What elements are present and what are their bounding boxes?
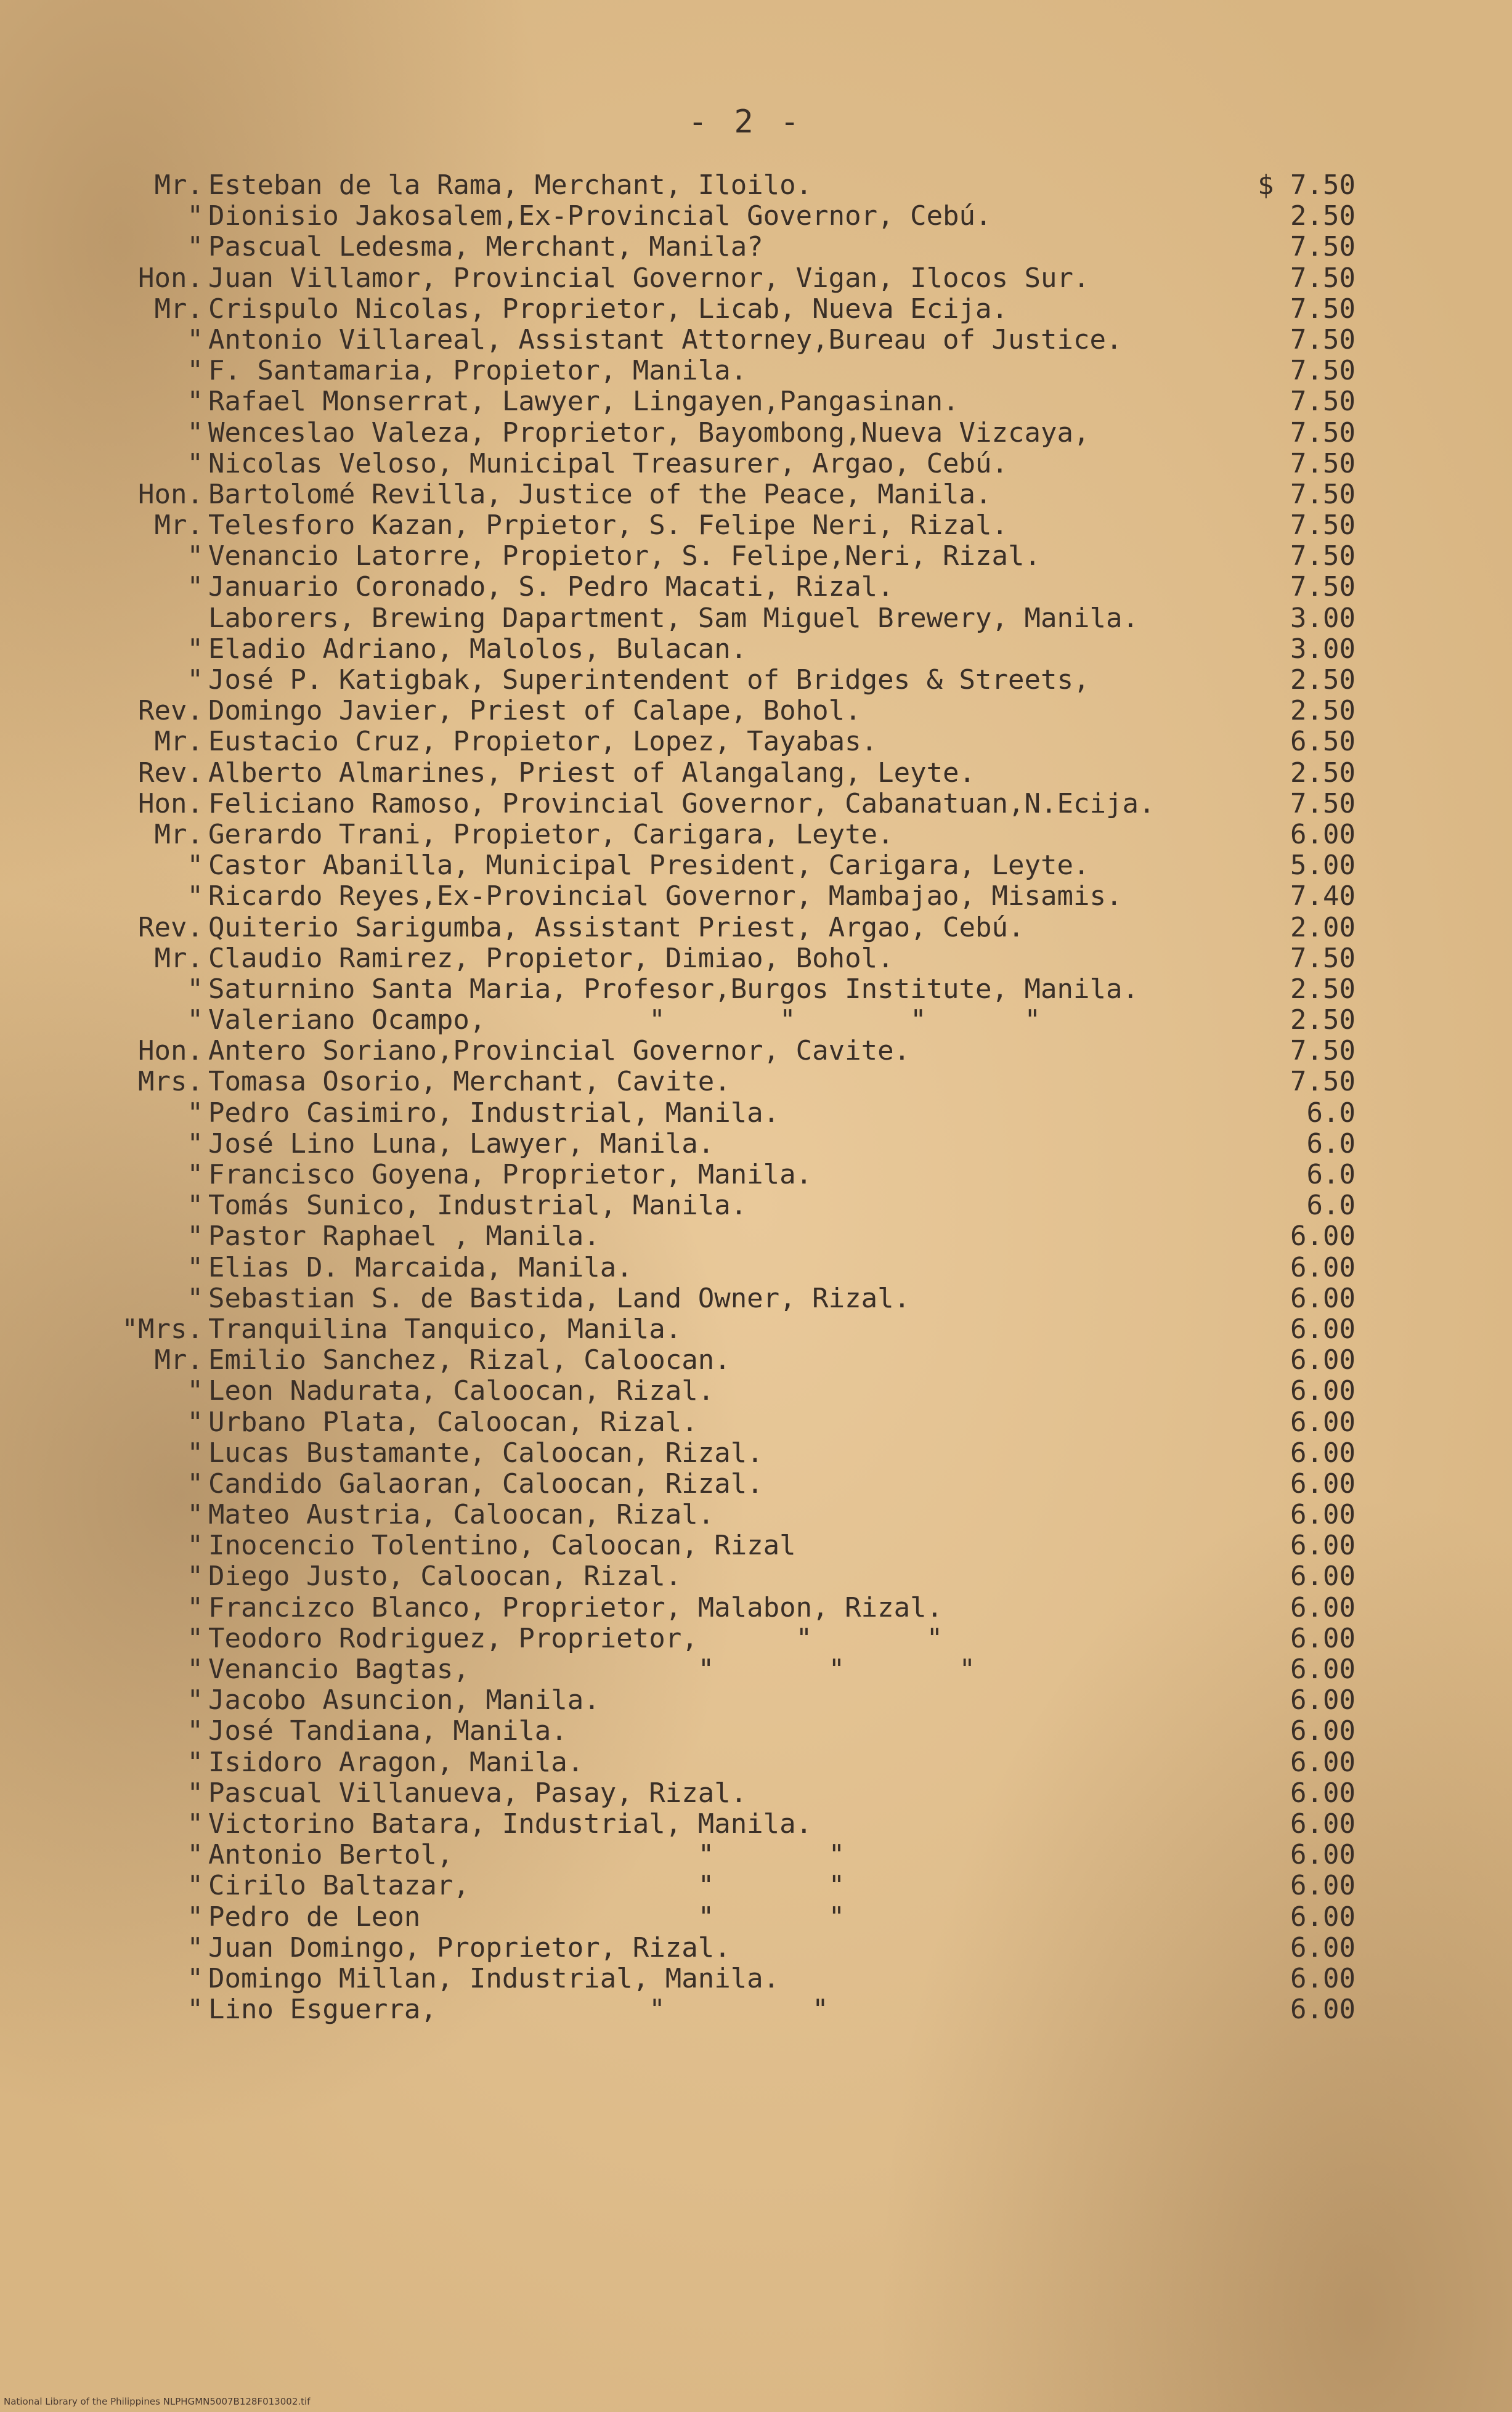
honorific: " (187, 1004, 203, 1036)
ledger-row (0, 263, 1512, 294)
honorific: " (187, 1777, 203, 1809)
contribution-amount: 6.00 (1290, 1622, 1356, 1654)
ledger-row (0, 665, 1512, 696)
honorific: " (187, 1591, 203, 1623)
contributor-entry: Venancio Bagtas, " " " (208, 1654, 976, 1685)
honorific: Hon. (138, 787, 203, 819)
contribution-amount: 7.50 (1290, 416, 1356, 449)
contribution-amount: 2.50 (1290, 757, 1356, 789)
ledger-row (0, 1005, 1512, 1036)
contributor-entry: Ricardo Reyes,Ex-Provincial Governor, Mambajao, Misamis. (208, 880, 1123, 912)
contributor-entry: Pastor Raphael , Manila. (208, 1220, 600, 1253)
contributor-entry: Tomasa Osorio, Merchant, Cavite. (208, 1066, 731, 1098)
ledger-row (0, 1438, 1512, 1469)
contributor-entry: Antero Soriano,Provincial Governor, Cavite. (208, 1035, 911, 1067)
contributor-entry: Claudio Ramirez, Propietor, Dimiao, Bohol. (208, 942, 894, 974)
honorific: " (187, 386, 203, 418)
contributor-entry: Pascual Villanueva, Pasay, Rizal. (208, 1777, 747, 1809)
contributor-entry: Inocencio Tolentino, Caloocan, Rizal (208, 1530, 796, 1562)
contribution-amount: 7.50 (1290, 787, 1356, 819)
contributor-entry: Eustacio Cruz, Propietor, Lopez, Tayabas. (208, 726, 878, 758)
honorific: Mrs. (138, 1066, 203, 1098)
honorific: " (187, 1251, 203, 1283)
contributor-entry: Valeriano Ocampo, " " " " (208, 1004, 1041, 1036)
contributor-entry: Wenceslao Valeza, Proprietor, Bayombong,Nueva Vizcaya, (208, 416, 1090, 449)
contributor-entry: Victorino Batara, Industrial, Manila. (208, 1808, 813, 1840)
contribution-amount: 6.00 (1290, 1808, 1356, 1840)
contributor-entry: Feliciano Ramoso, Provincial Governor, Cabanatuan,N.Ecija. (208, 787, 1155, 819)
honorific: " (187, 1994, 203, 2026)
honorific: " (187, 1870, 203, 1902)
honorific: " (187, 231, 203, 263)
contributor-entry: José Lino Luna, Lawyer, Manila. (208, 1127, 715, 1159)
ledger-row (0, 1129, 1512, 1159)
honorific: Mr. (154, 726, 203, 758)
contributor-entry: Candido Galaoran, Caloocan, Rizal. (208, 1468, 763, 1500)
ledger-row (0, 1253, 1512, 1283)
contributor-entry: Pascual Ledesma, Merchant, Manila? (208, 231, 763, 263)
honorific: " (187, 1499, 203, 1531)
honorific: " (187, 1190, 203, 1222)
ledger-row (0, 572, 1512, 603)
contribution-amount: 3.00 (1290, 633, 1356, 665)
contribution-amount: $ 7.50 (1258, 169, 1356, 201)
contribution-amount: 6.50 (1290, 726, 1356, 758)
honorific: " (187, 633, 203, 665)
contribution-amount: 6.00 (1290, 1715, 1356, 1747)
ledger-row (0, 1098, 1512, 1129)
contributor-entry: Laborers, Brewing Dapartment, Sam Miguel Brewery, Manila. (208, 602, 1139, 634)
contribution-amount: 6.00 (1290, 1684, 1356, 1716)
contribution-amount: 6.00 (1290, 1530, 1356, 1562)
ledger-row (0, 1221, 1512, 1252)
contributor-entry: Lucas Bustamante, Caloocan, Rizal. (208, 1437, 763, 1469)
honorific: " (187, 1808, 203, 1840)
contribution-amount: 6.00 (1290, 1654, 1356, 1685)
contribution-amount: 7.50 (1290, 540, 1356, 572)
contribution-amount: 6.0 (1306, 1127, 1356, 1159)
contributor-entry: Elias D. Marcaida, Manila. (208, 1251, 633, 1283)
honorific: Mr. (154, 169, 203, 201)
ledger-row (0, 634, 1512, 665)
contribution-amount: 6.00 (1290, 1499, 1356, 1531)
ledger-row (0, 819, 1512, 850)
contributor-entry: Rafael Monserrat, Lawyer, Lingayen,Pangasinan. (208, 386, 959, 418)
honorific: " (187, 1931, 203, 1963)
contribution-amount: 7.50 (1290, 386, 1356, 418)
contribution-amount: 6.00 (1290, 1931, 1356, 1963)
ledger-row (0, 170, 1512, 201)
contribution-amount: 6.00 (1290, 1406, 1356, 1438)
contributor-entry: Sebastian S. de Bastida, Land Owner, Rizal. (208, 1282, 911, 1314)
contribution-amount: 6.00 (1290, 1437, 1356, 1469)
ledger-row (0, 1561, 1512, 1592)
honorific: " (187, 1375, 203, 1407)
contributor-entry: Bartolomé Revilla, Justice of the Peace, Manila. (208, 478, 992, 510)
honorific: " (187, 1684, 203, 1716)
ledger-row (0, 418, 1512, 449)
ledger-row (0, 912, 1512, 943)
contributor-entry: Cirilo Baltazar, " " (208, 1870, 845, 1902)
contribution-amount: 2.50 (1290, 664, 1356, 696)
contributor-entry: Diego Justo, Caloocan, Rizal. (208, 1561, 682, 1593)
ledger-row (0, 1654, 1512, 1685)
contribution-amount: 6.00 (1290, 1591, 1356, 1623)
contribution-amount: 6.00 (1290, 1375, 1356, 1407)
ledger-row (0, 1036, 1512, 1066)
ledger-row (0, 355, 1512, 386)
contribution-amount: 6.00 (1290, 1901, 1356, 1933)
honorific: Hon. (138, 262, 203, 294)
contribution-amount: 6.00 (1290, 1839, 1356, 1871)
contributor-entry: Lino Esguerra, " " (208, 1994, 829, 2026)
contributor-entry: Gerardo Trani, Propietor, Carigara, Leyte. (208, 818, 894, 850)
contributor-entry: Nicolas Veloso, Municipal Treasurer, Argao, Cebú. (208, 447, 1009, 479)
contributor-entry: Domingo Javier, Priest of Calape, Bohol. (208, 695, 861, 727)
contributor-entry: José Tandiana, Manila. (208, 1715, 567, 1747)
contribution-amount: 2.50 (1290, 1004, 1356, 1036)
contributor-entry: Juan Villamor, Provincial Governor, Vigan, Ilocos Sur. (208, 262, 1090, 294)
contributor-entry: Jacobo Asuncion, Manila. (208, 1684, 600, 1716)
ledger-row (0, 1500, 1512, 1530)
contributor-entry: Telesforo Kazan, Prpietor, S. Felipe Neri, Rizal. (208, 510, 1009, 542)
honorific: Rev. (138, 911, 203, 943)
contributor-entry: Isidoro Aragon, Manila. (208, 1746, 584, 1778)
contribution-amount: 7.50 (1290, 478, 1356, 510)
honorific: Mr. (154, 818, 203, 850)
ledger-row (0, 325, 1512, 355)
ledger-row (0, 1747, 1512, 1778)
honorific: Mr. (154, 510, 203, 542)
ledger-row (0, 510, 1512, 541)
contribution-amount: 6.00 (1290, 1282, 1356, 1314)
contribution-amount: 6.00 (1290, 1344, 1356, 1376)
contribution-amount: 7.50 (1290, 1035, 1356, 1067)
ledger-row (0, 850, 1512, 881)
ledger-row (0, 1283, 1512, 1314)
honorific: " (187, 1654, 203, 1685)
honorific: Hon. (138, 478, 203, 510)
contribution-amount: 6.00 (1290, 1561, 1356, 1593)
contribution-amount: 7.50 (1290, 262, 1356, 294)
ledger-row (0, 1778, 1512, 1809)
honorific: " (187, 1406, 203, 1438)
contribution-amount: 7.50 (1290, 942, 1356, 974)
ledger-row (0, 1933, 1512, 1963)
honorific: " (187, 323, 203, 355)
honorific: " (187, 1468, 203, 1500)
ledger-row (0, 201, 1512, 232)
ledger-row (0, 1685, 1512, 1716)
honorific: "Mrs. (121, 1313, 203, 1345)
contribution-amount: 7.50 (1290, 1066, 1356, 1098)
contribution-amount: 6.00 (1290, 1220, 1356, 1253)
honorific: " (187, 1839, 203, 1871)
honorific: " (187, 1437, 203, 1469)
honorific: " (187, 571, 203, 603)
ledger-row (0, 758, 1512, 789)
ledger-row (0, 1314, 1512, 1345)
contribution-amount: 6.0 (1306, 1159, 1356, 1190)
subscription-list (0, 170, 1512, 2025)
honorific: " (187, 1901, 203, 1933)
honorific: " (187, 447, 203, 479)
contributor-entry: Teodoro Rodriguez, Proprietor, " " (208, 1622, 943, 1654)
ledger-row (0, 449, 1512, 479)
ledger-row (0, 1190, 1512, 1221)
honorific: " (187, 1622, 203, 1654)
contributor-entry: Leon Nadurata, Caloocan, Rizal. (208, 1375, 715, 1407)
contributor-entry: Crispulo Nicolas, Proprietor, Licab, Nueva Ecija. (208, 293, 1009, 325)
contributor-entry: Mateo Austria, Caloocan, Rizal. (208, 1499, 715, 1531)
honorific: Rev. (138, 757, 203, 789)
honorific: " (187, 973, 203, 1005)
contributor-entry: Domingo Millan, Industrial, Manila. (208, 1962, 780, 1994)
contribution-amount: 7.50 (1290, 231, 1356, 263)
honorific: Mr. (154, 1344, 203, 1376)
contributor-entry: Pedro Casimiro, Industrial, Manila. (208, 1097, 780, 1129)
honorific: Mr. (154, 293, 203, 325)
honorific: " (187, 880, 203, 912)
contributor-entry: Pedro de Leon " " (208, 1901, 845, 1933)
honorific: " (187, 416, 203, 449)
honorific: " (187, 1282, 203, 1314)
ledger-row (0, 1623, 1512, 1654)
ledger-row (0, 294, 1512, 325)
contribution-amount: 7.50 (1290, 447, 1356, 479)
contributor-entry: Antonio Villareal, Assistant Attorney,Bureau of Justice. (208, 323, 1123, 355)
honorific: " (187, 355, 203, 387)
contributor-entry: Francisco Goyena, Proprietor, Manila. (208, 1159, 813, 1190)
contribution-amount: 7.50 (1290, 293, 1356, 325)
ledger-row (0, 1963, 1512, 1994)
contribution-amount: 6.00 (1290, 1251, 1356, 1283)
contributor-entry: Tranquilina Tanquico, Manila. (208, 1313, 682, 1345)
ledger-row (0, 1809, 1512, 1840)
contributor-entry: Francizco Blanco, Proprietor, Malabon, Rizal. (208, 1591, 943, 1623)
ledger-row (0, 603, 1512, 634)
ledger-row (0, 1407, 1512, 1438)
contribution-amount: 6.00 (1290, 1777, 1356, 1809)
archive-caption: National Library of the Philippines NLPHGMN5007B128F013002.tif (4, 2396, 311, 2407)
ledger-row (0, 943, 1512, 974)
contributor-entry: Urbano Plata, Caloocan, Rizal. (208, 1406, 698, 1438)
ledger-row (0, 1902, 1512, 1933)
ledger-row (0, 726, 1512, 757)
honorific: " (187, 1220, 203, 1253)
ledger-row (0, 1066, 1512, 1097)
honorific: " (187, 200, 203, 232)
contribution-amount: 6.0 (1306, 1190, 1356, 1222)
contribution-amount: 7.50 (1290, 323, 1356, 355)
contributor-entry: Juan Domingo, Proprietor, Rizal. (208, 1931, 731, 1963)
contribution-amount: 6.00 (1290, 1994, 1356, 2026)
contributor-entry: Venancio Latorre, Propietor, S. Felipe,Neri, Rizal. (208, 540, 1041, 572)
honorific: " (187, 1127, 203, 1159)
contribution-amount: 5.00 (1290, 850, 1356, 882)
ledger-row (0, 1994, 1512, 2025)
contribution-amount: 3.00 (1290, 602, 1356, 634)
ledger-row (0, 1530, 1512, 1561)
contributor-entry: Dionisio Jakosalem,Ex-Provincial Governor, Cebú. (208, 200, 992, 232)
honorific: " (187, 1962, 203, 1994)
contributor-entry: Emilio Sanchez, Rizal, Caloocan. (208, 1344, 731, 1376)
honorific: " (187, 1159, 203, 1190)
contribution-amount: 6.00 (1290, 1962, 1356, 1994)
contributor-entry: Castor Abanilla, Municipal President, Carigara, Leyte. (208, 850, 1090, 882)
contribution-amount: 6.00 (1290, 1746, 1356, 1778)
contribution-amount: 6.0 (1306, 1097, 1356, 1129)
ledger-row (0, 386, 1512, 417)
contributor-entry: Quiterio Sarigumba, Assistant Priest, Argao, Cebú. (208, 911, 1025, 943)
contribution-amount: 7.50 (1290, 571, 1356, 603)
ledger-row (0, 1159, 1512, 1190)
contribution-amount: 2.50 (1290, 695, 1356, 727)
ledger-row (0, 1469, 1512, 1500)
ledger-row (0, 881, 1512, 912)
ledger-row (0, 1345, 1512, 1376)
contribution-amount: 2.00 (1290, 911, 1356, 943)
ledger-row (0, 1376, 1512, 1407)
contribution-amount: 7.50 (1290, 355, 1356, 387)
contribution-amount: 2.50 (1290, 200, 1356, 232)
contribution-amount: 7.50 (1290, 510, 1356, 542)
ledger-row (0, 789, 1512, 819)
ledger-row (0, 479, 1512, 510)
contributor-entry: José P. Katigbak, Superintendent of Bridges & Streets, (208, 664, 1090, 696)
honorific: Hon. (138, 1035, 203, 1067)
contributor-entry: Tomás Sunico, Industrial, Manila. (208, 1190, 747, 1222)
contribution-amount: 2.50 (1290, 973, 1356, 1005)
contributor-entry: Saturnino Santa Maria, Profesor,Burgos Institute, Manila. (208, 973, 1139, 1005)
contributor-entry: Esteban de la Rama, Merchant, Iloilo. (208, 169, 813, 201)
ledger-row (0, 541, 1512, 572)
contributor-entry: Alberto Almarines, Priest of Alangalang, Leyte. (208, 757, 976, 789)
honorific: " (187, 1746, 203, 1778)
ledger-row (0, 696, 1512, 726)
ledger-row (0, 1593, 1512, 1623)
contribution-amount: 6.00 (1290, 1313, 1356, 1345)
honorific: " (187, 1530, 203, 1562)
contribution-amount: 6.00 (1290, 1468, 1356, 1500)
ledger-row (0, 1716, 1512, 1747)
honorific: " (187, 664, 203, 696)
page-number: - 2 - (688, 104, 803, 140)
honorific: " (187, 1097, 203, 1129)
ledger-row (0, 1840, 1512, 1870)
contributor-entry: Eladio Adriano, Malolos, Bulacan. (208, 633, 747, 665)
honorific: " (187, 1561, 203, 1593)
honorific: Rev. (138, 695, 203, 727)
contributor-entry: F. Santamaria, Propietor, Manila. (208, 355, 747, 387)
honorific: Mr. (154, 942, 203, 974)
ledger-row (0, 232, 1512, 262)
ledger-row (0, 1870, 1512, 1901)
contribution-amount: 7.40 (1290, 880, 1356, 912)
honorific: " (187, 540, 203, 572)
contributor-entry: Antonio Bertol, " " (208, 1839, 845, 1871)
honorific: " (187, 850, 203, 882)
honorific: " (187, 1715, 203, 1747)
contributor-entry: Januario Coronado, S. Pedro Macati, Rizal. (208, 571, 894, 603)
contribution-amount: 6.00 (1290, 1870, 1356, 1902)
ledger-row (0, 974, 1512, 1005)
contribution-amount: 6.00 (1290, 818, 1356, 850)
